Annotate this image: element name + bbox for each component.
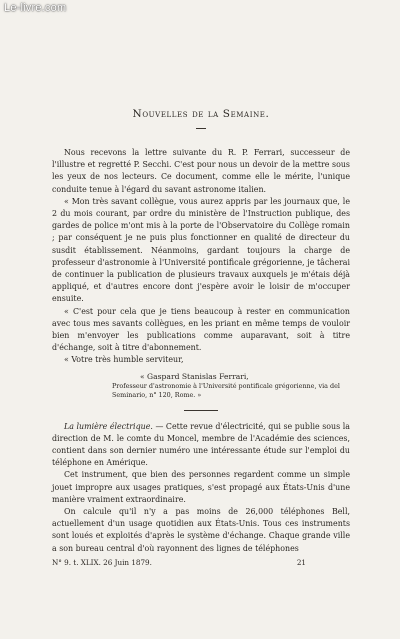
letter-paragraph-1: « Mon très savant collègue, vous aurez appris par les journaux que, le 2 du mois courant, par ordre du ministère de l'Instruction publique, des gardes de police m'ont mis à la porte de l'Observatoire du Collège romain ; par conséquent je ne puis plus fonctionner en qualité de directeur du susdit établissement. Néanmoins, gardant toujours la charge de professeur d'astronomie à l'Université pontificale grégorienne, je tâcherai de continuer la publication de plusieurs travaux auxquels je m'étais déjà appliqué, et d'autres encore dont j'espère avoir le loisir de m'occuper ensuite. [52, 196, 350, 304]
lumiere-title: La lumière électrique. [64, 421, 153, 431]
page-footer [52, 558, 350, 568]
telephone-paragraph-1: Cet instrument, que bien des personnes regardent comme un simple jouet impropre aux usages pratiques, s'est propagé aux États-Unis d'une manière vraiment extraordinaire. [52, 470, 350, 504]
watermark: Le-livre.com [4, 2, 67, 14]
issue-info: N° 9. t. XLIX. 26 Juin 1879. [52, 557, 152, 567]
lumiere-paragraph [52, 421, 350, 470]
signature-detail: Professeur d'astronomie à l'Université pontificale grégorienne, via del Seminario, n° 120, Rome. » [112, 381, 340, 399]
heading-rule [196, 128, 206, 129]
lumiere-text: — Cette revue d'électricité, qui se publie sous la direction de M. le comte du Moncel, membre de l'Académie des sciences, contient dans son dernier numéro une intéressante étude sur l'emploi du téléphone en Amérique. [52, 421, 350, 468]
intro-paragraph: Nous recevons la lettre suivante du R. P. Ferrari, successeur de l'illustre et regretté P. Secchi. C'est pour nous un devoir de la mettre sous les yeux de nos lecteurs. Ce document, comme elle le mérite, l'unique conduite tenue à l'égard du savant astronome italien. [52, 148, 350, 194]
document-page [52, 108, 350, 568]
letter-closing: « Votre très humble serviteur, [64, 355, 184, 365]
letter-paragraph-2: « C'est pour cela que je tiens beaucoup à rester en communication avec tous mes savants collègues, en les priant en même temps de vouloir bien m'envoyer les publications comme auparavant, soit à titre d'échange, soit à titre d'abonnement. [52, 306, 350, 353]
telephone-paragraph-2: On calcule qu'il n'y a pas moins de 26,000 téléphones Bell, actuellement d'un usage quotidien aux États-Unis. Tous ces instruments sont loués et exploités d'après le système d'échange. Chaque grande ville a son bureau central d'où rayonnent des lignes de téléphones [52, 507, 350, 553]
signature-name: « Gaspard Stanislas Ferrari, [140, 371, 249, 381]
section-separator [184, 410, 218, 411]
section-heading: Nouvelles de la Semaine. [132, 108, 270, 120]
page-number: 21 [296, 557, 306, 567]
